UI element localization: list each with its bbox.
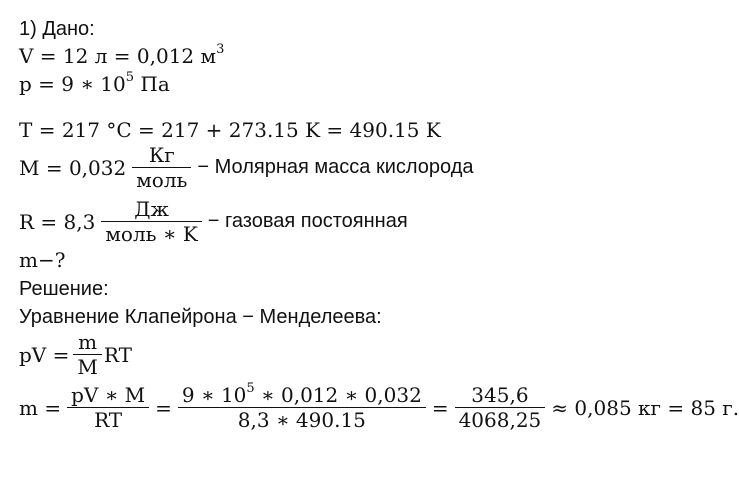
numerator-exponent: 5 bbox=[246, 381, 255, 397]
molar-mass-left: M = 0,032 bbox=[19, 155, 127, 180]
fraction-numerator: m bbox=[78, 330, 98, 354]
formula-fraction bbox=[67, 383, 149, 432]
gas-constant-line bbox=[19, 197, 408, 246]
fraction-numerator: 345,6 bbox=[471, 383, 529, 407]
volume-text: V = 12 л = 0,012 м bbox=[19, 44, 217, 68]
mass-left: m = bbox=[19, 395, 62, 420]
equals-sign: = bbox=[431, 395, 449, 420]
numerator-rest: ∗ 0,012 ∗ 0,032 bbox=[254, 383, 422, 407]
gas-constant-fraction bbox=[101, 197, 201, 246]
fraction-numerator bbox=[178, 383, 426, 407]
pressure-unit: Па bbox=[134, 72, 170, 96]
fraction-numerator: Кг bbox=[148, 143, 175, 167]
equation-title: Уравнение Клапейрона − Менделеева: bbox=[19, 306, 382, 328]
clapeyron-equation bbox=[19, 330, 132, 379]
gas-constant-left: R = 8,3 bbox=[19, 209, 96, 234]
equals-sign: = bbox=[155, 395, 172, 420]
fraction-denominator: 8,3 ∗ 490.15 bbox=[237, 408, 366, 432]
fraction-denominator: M bbox=[77, 355, 98, 379]
equation-left: pV = bbox=[19, 342, 70, 367]
solution-header: Решение: bbox=[19, 278, 109, 300]
mass-calculation bbox=[19, 383, 739, 432]
numeric-fraction bbox=[455, 383, 546, 432]
pressure-text: p = 9 ∗ 10 bbox=[19, 72, 126, 96]
fraction-denominator: RT bbox=[94, 408, 123, 432]
volume-line bbox=[19, 44, 224, 68]
pressure-exponent: 5 bbox=[125, 70, 135, 86]
temperature-line: T = 217 °C = 217 + 273.15 K = 490.15 K bbox=[19, 118, 441, 142]
gas-constant-description: − газовая постоянная bbox=[207, 210, 408, 232]
fraction-numerator: pV ∗ M bbox=[71, 383, 146, 407]
fraction-denominator: моль ∗ K bbox=[105, 222, 198, 246]
volume-exponent: 3 bbox=[216, 42, 225, 58]
molar-mass-line bbox=[19, 143, 474, 192]
fraction-numerator: Дж bbox=[134, 197, 169, 221]
given-header: 1) Дано: bbox=[19, 18, 95, 40]
molar-mass-fraction bbox=[132, 143, 191, 192]
fraction-denominator: 4068,25 bbox=[458, 408, 542, 432]
final-result: ≈ 0,085 кг = 85 г. bbox=[551, 395, 739, 420]
fraction-denominator: моль bbox=[136, 168, 188, 192]
equation-right: RT bbox=[103, 342, 132, 367]
unknown-mass-line: m−? bbox=[19, 248, 66, 272]
substitution-fraction bbox=[178, 383, 426, 432]
pressure-line bbox=[19, 72, 170, 96]
equation-fraction bbox=[73, 330, 101, 379]
molar-mass-description: − Молярная масса кислорода bbox=[197, 156, 474, 178]
numerator-base: 9 ∗ 10 bbox=[181, 383, 247, 407]
